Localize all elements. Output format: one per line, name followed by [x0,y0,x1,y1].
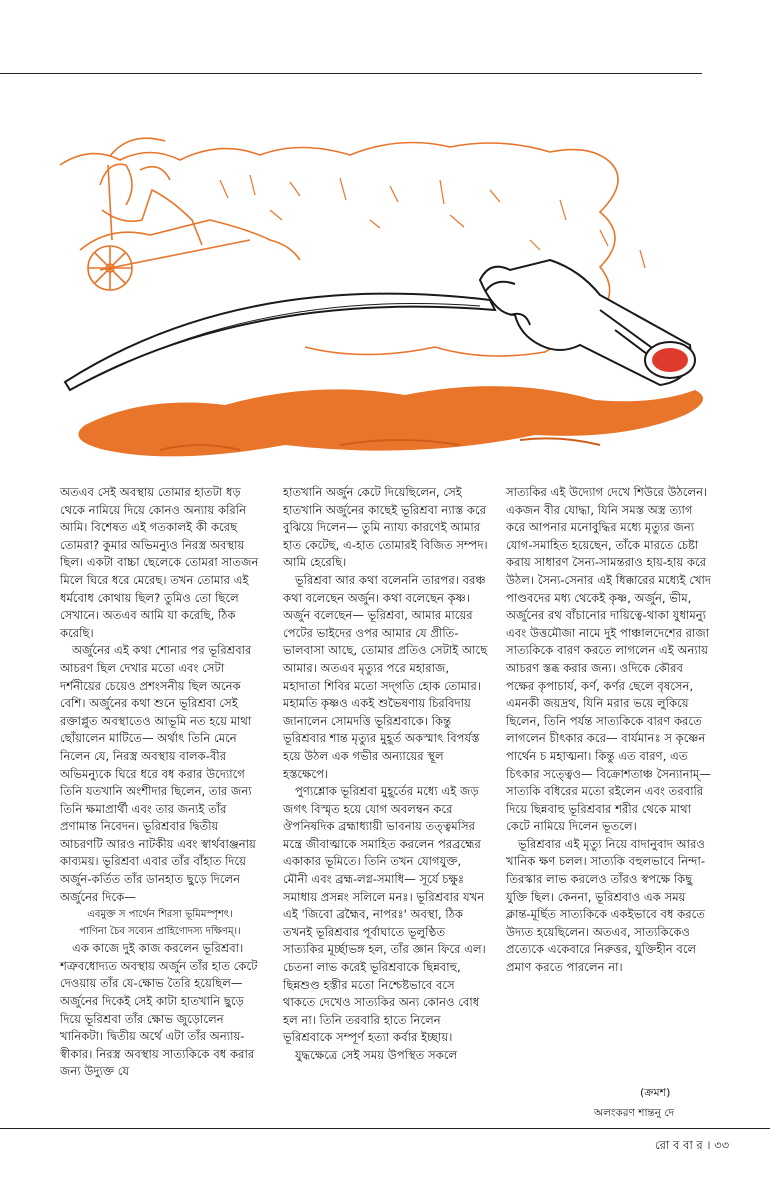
text-column-2 [283,484,488,1065]
paragraph: ভূরিশ্রবা আর কথা বলেননি তারপর। বরঞ্চ কথা বলেছেন অর্জুন। কথা বলেছেন কৃষ্ণ। অর্জুন বলেছেন— ভূরিশ্রবা, আমার মায়ের পেটের ভাইদের ওপর আমার যে প্রীতি-ভালবাসা আছে, তোমার প্রতিও সেটাই আছে আমার। অতএব মৃত্যুর পরে মহারাজ, মহাদাতা শিবির মতো সদ্‌গতি হোক তোমার। মহামতি কৃষ্ণও একই শুভৈষণায় চিরবিদায় জানালেন সোমদত্তি ভূরিশ্রবাকে। কিন্তু ভূরিশ্রবার শান্ত মৃত্যুর মুহূর্ত অকস্মাৎ বিপর্যস্ত হয়ে উঠল এক গভীর অন্যায়ের স্থূল হস্তক্ষেপে। [283,572,488,781]
paragraph: পুণ্যশ্লোক ভূরিশ্রবা মুহূর্তের মধ্যে এই জড় জগৎ বিস্মৃত হয়ে যোগ অবলম্বন করে ঔপনিষদিক ব্রহ্মাধ্যায়ী ভাবনায় তত্ত্বমসির মন্ত্রে জীবাত্মাকে সমাহিত করলেন পরব্রহ্মের একাকার ভূমিতে। তিনি তখন যোগযুক্ত, মৌনী এবং ব্রহ্ম-লগ্ন-সমাধি— সূর্যে চক্ষুঃ সমাধায় প্রসন্নং সলিলে মনঃ। ভূরিশ্রবার যখন এই 'জিবো ব্রহ্মৈব, নাপরঃ' অবস্থা, ঠিক তখনই ভূরিশ্রবার পূর্বাঘাতে ভূলুণ্ঠিত সাত্যকির মূর্চ্ছাভঙ্গ হল, তাঁর জ্ঞান ফিরে এল। চেতনা লাভ করেই ভূরিশ্রবাকে ছিন্নবাহু, ছিন্নশুণ্ড হস্তীর মতো নিশ্চেষ্টভাবে বসে থাকতে দেখেও সাত্যকির অন্য কোনও বোধ হল না। তিনি তরবারি হাতে নিলেন ভূরিশ্রবাকে সম্পূর্ণ হত্যা কর্বার ইচ্ছায়। [283,784,486,1045]
illustration-credit: অলংকরণ শান্তনু দে [594,1107,675,1119]
paragraph: অর্জুনের এই কথা শোনার পর ভূরিশ্রবার আচরণ ছিল দেখার মতো এবং সেটা দর্শনীয়ের চেয়েও প্রশংসনীয় ছিল অনেক বেশি। অর্জুনের কথা শুনে ভূরিশ্রবা সেই রক্তাপ্লুত অবস্থাতেও আভূমি নত হয়ে মাথা ছোঁয়ালেন মাটিতে— অর্থাৎ তিনি মেনে নিলেন যে, নিরস্ত্র অবস্থায় বালক-বীর অভিমন্যুকে ঘিরে ধরে বধ করার উদ্যোগে তিনি যতখানি অংশীদার ছিলেন, তার জন্য তিনি ক্ষমাপ্রার্থী এবং তার জন্যই তাঁর প্রণামান্ত নিবেদন। ভূরিশ্রবার দ্বিতীয় আচরণটি আরও নাটকীয় এবং স্বার্থবাঞ্জনায় কাব্যময়। ভূরিশ্রবা এবার তাঁর বাঁহাত দিয়ে অর্জুন-কর্তিত তাঁর ডানহাত ছুড়ে দিলেন অর্জুনের দিকে— [60,643,256,904]
sanskrit-verse: এবমুক্ত স পার্থেন শিরসা ভূমিমস্পৃশৎ। [87,909,233,921]
text-column-1 [60,484,260,1081]
paragraph: অতএব সেই অবস্থায় তোমার হাতটা ধড় থেকে নামিয়ে দিয়ে কোনও অন্যায় করিনি আমি। বিশেষত এই গতকালই কী করেছ তোমরা? কুমার অভিমন্যুও নিরস্ত্র অবস্থায় ছিল। একটা বাচ্চা ছেলেকে তোমরা সাতজন মিলে ঘিরে ধরে মেরেছ। তখন তোমার এই ধর্মবোধ কোথায় ছিল? তুমিও তো ছিলে সেখানে। অতএব আমি যা করেছি, ঠিক করেছি। [60,485,259,640]
dust-strokes [220,175,645,268]
paragraph: যুদ্ধক্ষেত্রে সেই সময় উপস্থিত সকলে [295,1048,458,1062]
paragraph: এক কাজে দুই কাজ করলেন ভূরিশ্রবা। শত্রুবধোদ্যত অবস্থায় অর্জুন তাঁর হাত কেটে দেওয়ায় তাঁর যে-ক্ষোভ তৈরি হয়েছিল— অর্জুনের দিকেই সেই কাটা হাতখানি ছুড়ে দিয়ে ভূরিশ্রবা তাঁর ক্ষোভ জুড়োলেন খানিকটা। দ্বিতীয় অর্থে এটা তাঁর অন্যায়-স্বীকার। নিরস্ত্র অবস্থায় সাত্যকিকে বধ করার জন্য উদ্যুক্ত যে [60,941,258,1079]
severed-arm [480,260,695,385]
sanskrit-verse: পাণিনা চৈব সব্যেন প্রাহিণোদস্য দক্ষিণম্।। [79,926,241,938]
bottom-rule [0,1128,770,1129]
arjuna-sword-illustration [40,120,740,475]
text-column-3 [506,484,711,977]
top-rule [0,73,702,74]
to-be-continued: (ক্রমশ) [640,1086,671,1099]
chariot-archer [80,138,300,290]
blood-pool [78,386,703,456]
paragraph: সাত্যকির এই উদ্যোগ দেখে শিউরে উঠলেন। একজন বীর যোদ্ধা, যিনি সমস্ত অস্ত্র ত্যাগ করে আপনার মনোবুদ্ধির মধ্যে মৃত্যুর জন্য যোগ-সমাহিত হয়েছেন, তাঁকে মারতে চেষ্টা করায় সাধারণ সৈন্য-সামন্তরাও হায়-হায় করে উঠল। সৈন্য-সেনার এই ধিক্কারের মধ্যেই খোদ পাণ্ডবদের মধ্য থেকেই কৃষ্ণ, অর্জুন, ভীম, অর্জুনের রথ বাঁচানোর দায়িত্বে-থাকা যুধামন্যু এবং উত্তমৌজা নামে দুই পাঞ্চালদেশের রাজা সাত্যকিকে বারণ করতে লাগলেন এই অন্যায় আচরণ স্তব্ধ করার জন্য। ওদিকে কৌরব পক্ষের কৃপাচার্য, কর্ণ, কর্ণর ছেলে বৃষসেন, এমনকী জয়দ্রথ, যিনি মরার ভয়ে লুকিয়ে ছিলেন, তিনি পর্যন্ত সাত্যকিকে বারণ করতে লাগলেন চীৎকার করে— বার্যমানঃ স কৃষ্ণেন পার্থেন চ মহাত্মনা। কিন্তু এত বারণ, এত চিৎকার সত্ত্বেও— বিক্রোশতাঞ্চ সৈন্যানাম্— সাত্যকি বধিরের মতো রইলেন এবং তরবারি দিয়ে ছিন্নবাহু ভূরিশ্রবার শরীর থেকে মাথা কেটে নামিয়ে দিলেন ভূতলে। [506,485,712,834]
page-folio: রো ব বা র । ৩৩ [655,1138,730,1152]
paragraph: ভূরিশ্রবার এই মৃত্যু নিয়ে বাদানুবাদ আরও খানিক ক্ষণ চলল। সাত্যকি বহুলভাবে নিন্দা-তিরস্কার লাভ করলেও তাঁরও স্বপক্ষে কিছু যুক্তি ছিল। কেননা, ভূরিশ্রবাও এক সময় ক্লান্ত-মূর্ছিত সাত্যকিকে একইভাবে বধ করতে উদ্যত হয়েছিলেন। অতএব, সাত্যকিকেও প্রত্যেকে একেবারে নিরুত্তর, যুক্তিহীন বলে প্রমাণ করতে পারলেন না। [506,836,706,975]
sword-blade [65,294,495,390]
paragraph: হাতখানি অর্জুন কেটে দিয়েছিলেন, সেই হাতখানি অর্জুনের কাছেই ভূরিশ্রবা ন্যাস্ত করে বুঝিয়ে দিলেন— তুমি ন্যায্য কারণেই আমার হাত কেটেছ, এ-হাত তোমারই বিজিত সম্পদ। আমি হেরেছি। [283,485,488,570]
